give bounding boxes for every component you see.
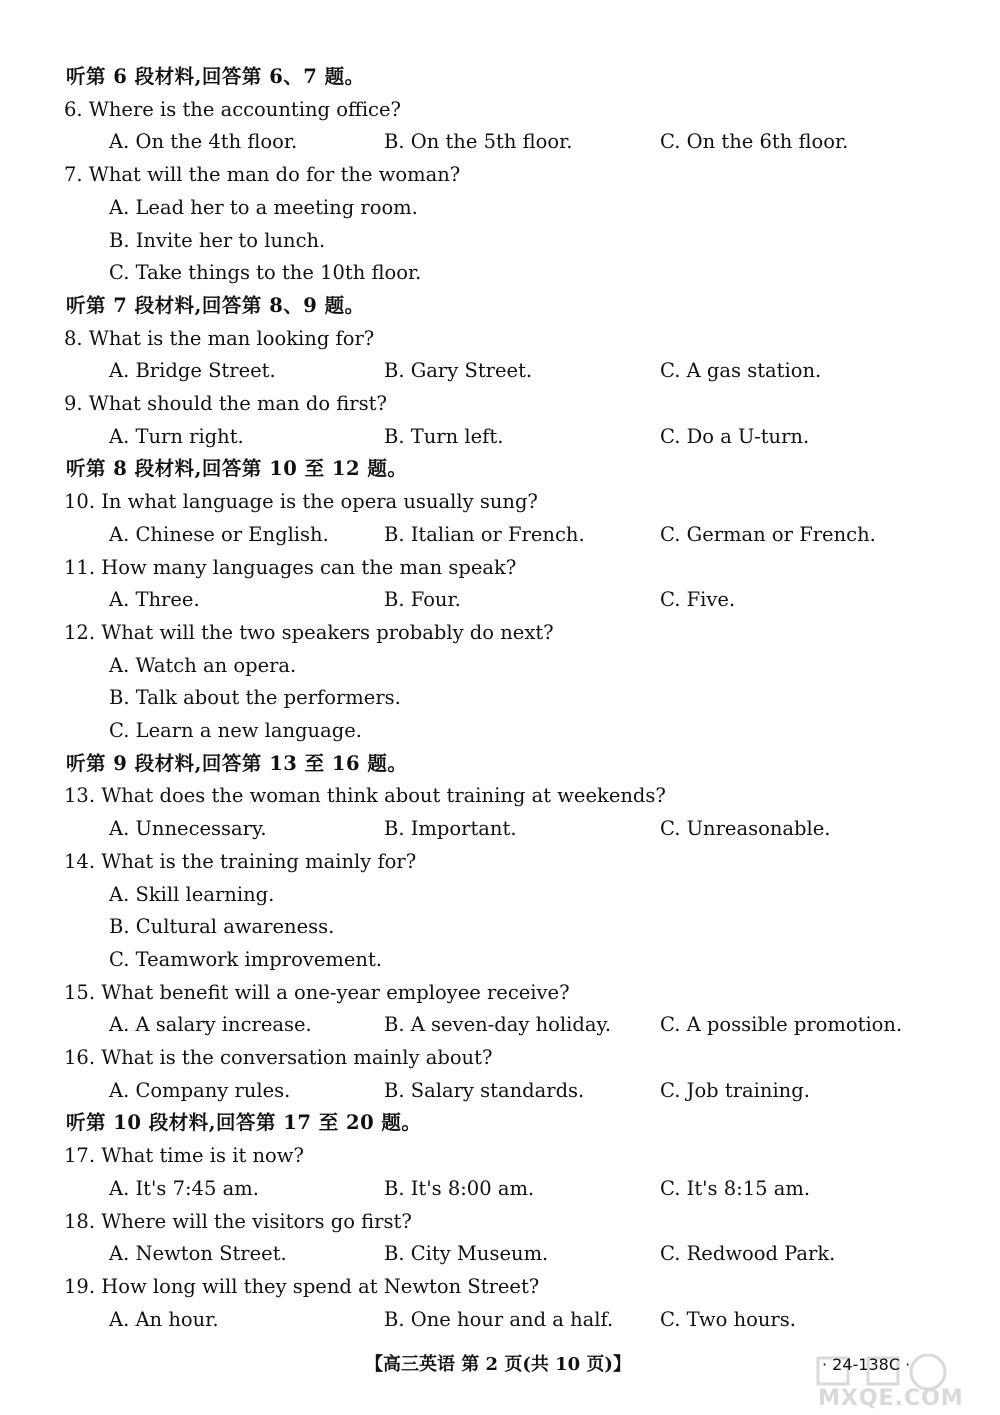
option-a: A. It's 7:45 am. — [109, 1176, 259, 1200]
watermark-text: MXQE.COM — [818, 1386, 964, 1411]
options-row — [0, 518, 1000, 551]
question-stem — [0, 779, 1000, 812]
option-text: B. Invite her to lunch. — [109, 228, 326, 252]
options-row — [0, 354, 1000, 387]
option-text: B. Cultural awareness. — [109, 915, 335, 939]
question-stem — [0, 616, 1000, 649]
section-heading-text: 听第 6 段材料,回答第 6、7 题。 — [66, 65, 365, 88]
footer-exam-code: · 24-138C · — [822, 1355, 911, 1374]
question-stem — [0, 1270, 1000, 1303]
option-a: A. Unnecessary. — [109, 817, 267, 841]
question-stem — [0, 976, 1000, 1009]
option-a: A. Newton Street. — [109, 1242, 287, 1266]
option-c: C. Job training. — [660, 1078, 810, 1102]
option-a: A. Company rules. — [109, 1078, 291, 1102]
options-row — [0, 1008, 1000, 1041]
option-line — [0, 191, 1000, 224]
option-c: C. A gas station. — [660, 359, 822, 383]
option-line — [0, 256, 1000, 289]
option-b: B. City Museum. — [384, 1242, 549, 1266]
option-line — [0, 878, 1000, 911]
option-b: B. On the 5th floor. — [384, 130, 573, 154]
question-text: 7. What will the man do for the woman? — [64, 163, 461, 187]
question-stem — [0, 551, 1000, 584]
option-text: B. Talk about the performers. — [109, 686, 401, 710]
question-text: 11. How many languages can the man speak? — [64, 555, 517, 579]
option-a: A. Turn right. — [109, 424, 244, 448]
question-text: 19. How long will they spend at Newton Street? — [64, 1274, 540, 1298]
option-line — [0, 649, 1000, 682]
question-text: 15. What benefit will a one-year employee receive? — [64, 980, 570, 1004]
option-a: A. Chinese or English. — [109, 522, 329, 546]
option-a: A. An hour. — [109, 1307, 219, 1331]
question-text: 8. What is the man looking for? — [64, 326, 375, 350]
option-b: B. Important. — [384, 817, 517, 841]
option-c: C. Do a U-turn. — [660, 424, 810, 448]
section-heading — [0, 289, 1000, 322]
section-heading — [0, 1106, 1000, 1139]
option-a: A. Bridge Street. — [109, 359, 276, 383]
option-c: C. Five. — [660, 588, 736, 612]
option-a: A. A salary increase. — [109, 1013, 312, 1037]
section-heading-text: 听第 8 段材料,回答第 10 至 12 题。 — [66, 457, 408, 481]
options-row — [0, 812, 1000, 845]
section-heading-text: 听第 10 段材料,回答第 17 至 20 题。 — [66, 1111, 422, 1135]
question-stem — [0, 387, 1000, 420]
question-stem — [0, 1041, 1000, 1074]
options-row — [0, 583, 1000, 616]
option-line — [0, 714, 1000, 747]
options-row — [0, 420, 1000, 453]
option-c: C. It's 8:15 am. — [660, 1176, 811, 1200]
option-text: C. Take things to the 10th floor. — [109, 261, 422, 285]
section-heading-text: 听第 7 段材料,回答第 8、9 题。 — [66, 293, 365, 317]
option-b: B. Italian or French. — [384, 522, 585, 546]
option-b: B. A seven-day holiday. — [384, 1013, 612, 1037]
question-stem — [0, 1139, 1000, 1172]
option-text: C. Learn a new language. — [109, 719, 362, 742]
options-row — [0, 1074, 1000, 1107]
option-c: C. Redwood Park. — [660, 1242, 836, 1266]
options-row — [0, 1303, 1000, 1336]
question-text: 17. What time is it now? — [64, 1144, 304, 1168]
question-stem — [0, 485, 1000, 518]
footer-page-label: 【高三英语 第 2 页(共 10 页)】 — [365, 1354, 631, 1375]
option-text: A. Watch an opera. — [109, 653, 297, 677]
option-text: C. Teamwork improvement. — [109, 947, 382, 971]
option-line — [0, 943, 1000, 976]
question-stem — [0, 322, 1000, 355]
option-line — [0, 224, 1000, 257]
question-stem — [0, 845, 1000, 878]
question-stem — [0, 1205, 1000, 1238]
question-text: 14. What is the training mainly for? — [64, 849, 417, 873]
option-c: C. Two hours. — [660, 1307, 796, 1331]
section-heading-text: 听第 9 段材料,回答第 13 至 16 题。 — [66, 751, 408, 775]
options-row — [0, 1237, 1000, 1270]
question-text: 16. What is the conversation mainly about? — [64, 1046, 493, 1069]
option-text: A. Lead her to a meeting room. — [109, 195, 418, 219]
section-heading — [0, 60, 1000, 93]
option-c: C. On the 6th floor. — [660, 130, 849, 154]
option-c: C. German or French. — [660, 522, 876, 546]
options-row — [0, 125, 1000, 158]
option-b: B. One hour and a half. — [384, 1307, 614, 1331]
options-row — [0, 1172, 1000, 1205]
option-b: B. It's 8:00 am. — [384, 1176, 535, 1200]
option-b: B. Four. — [384, 588, 461, 612]
option-line — [0, 910, 1000, 943]
question-text: 10. In what language is the opera usually sung? — [64, 490, 538, 514]
page-footer — [0, 1350, 1000, 1380]
question-text: 12. What will the two speakers probably do next? — [64, 620, 554, 644]
option-c: C. Unreasonable. — [660, 817, 831, 841]
question-text: 9. What should the man do first? — [64, 392, 387, 415]
question-stem — [0, 158, 1000, 191]
option-line — [0, 681, 1000, 714]
question-text: 13. What does the woman think about training at weekends? — [64, 784, 666, 808]
question-text: 18. Where will the visitors go first? — [64, 1209, 412, 1233]
option-b: B. Gary Street. — [384, 359, 533, 383]
option-a: A. On the 4th floor. — [109, 130, 298, 154]
option-text: A. Skill learning. — [109, 882, 275, 906]
option-c: C. A possible promotion. — [660, 1013, 903, 1037]
section-heading — [0, 747, 1000, 780]
option-b: B. Salary standards. — [384, 1078, 585, 1102]
option-a: A. Three. — [109, 588, 200, 612]
question-stem — [0, 93, 1000, 126]
option-b: B. Turn left. — [384, 424, 504, 448]
section-heading — [0, 452, 1000, 485]
question-text: 6. Where is the accounting office? — [64, 97, 401, 121]
